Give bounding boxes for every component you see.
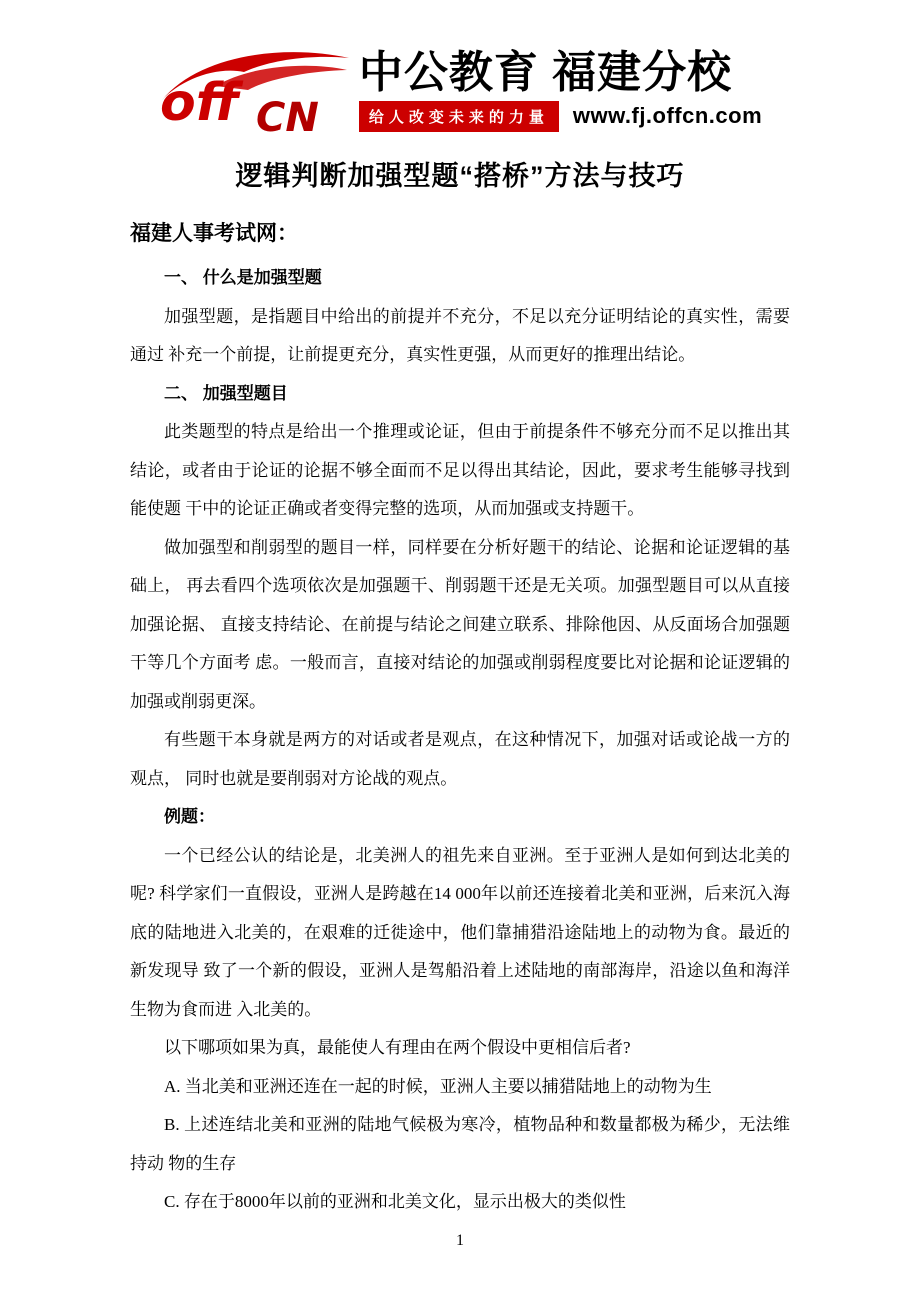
- paragraph-definition: 加强型题，是指题目中给出的前提并不充分，不足以充分证明结论的真实性，需要通过 补充一个前提，让前提更充分，真实性更强，从而更好的推理出结论。: [130, 306, 790, 364]
- section-heading-example: 例题：: [164, 807, 215, 826]
- question-prompt: 以下哪项如果为真，最能使人有理由在两个假设中更相信后者?: [164, 1038, 631, 1057]
- logo-text-cn: CN: [255, 95, 319, 136]
- offcn-logo: [158, 44, 353, 136]
- section-heading-what-is: 一、 什么是加强型题: [164, 268, 322, 287]
- document-title: 逻辑判断加强型题“搭桥”方法与技巧: [235, 161, 685, 191]
- option-b: B. 上述连结北美和亚洲的陆地气候极为寒冷，植物品种和数量都极为稀少，无法维持动 物的生存: [130, 1115, 790, 1173]
- document-header: [0, 0, 920, 136]
- section-heading-question-type: 二、 加强型题目: [164, 383, 288, 403]
- page-number: 1: [456, 1232, 464, 1249]
- option-a: A. 当北美和亚洲还连在一起的时候，亚洲人主要以捕猎陆地上的动物为生: [164, 1076, 712, 1096]
- brand-slogan: 给人改变未来的力量: [359, 101, 559, 132]
- site-label: 福建人事考试网：: [130, 222, 298, 245]
- paragraph-dialogue: 有些题干本身就是两方的对话或者是观点，在这种情况下，加强对话或论战一方的观点， 同时也就是要削弱对方论战的观点。: [130, 730, 790, 788]
- paragraph-characteristics: 此类题型的特点是给出一个推理或论证，但由于前提条件不够充分而不足以推出其结论，或者由于论证的论据不够全面而不足以得出其结论，因此，要求考生能够寻找到能使题 干中的论证正确或者变得完整的选项，从而加强或支持题干。: [130, 422, 790, 518]
- logo-text-off: off: [159, 73, 239, 133]
- paragraph-method: 做加强型和削弱型的题目一样，同样要在分析好题干的结论、论据和论证逻辑的基础上， 再去看四个选项依次是加强题干、削弱题干还是无关项。加强型题目可以从直接加强论据、 直接支持结论、在前提与结论之间建立联系、排除他因、从反面场合加强题干等几个方面考 虑。一般而言，直接对结论的加强或削弱程度要比对论据和论证逻辑的加强或削弱更深。: [130, 537, 790, 711]
- document-body: [130, 259, 790, 1222]
- paragraph-example-stem: 一个已经公认的结论是，北美洲人的祖先来自亚洲。至于亚洲人是如何到达北美的呢? 科学家们一直假设，亚洲人是跨越在14 000年以前还连接着北美和亚洲，后来沉入海底的陆地进入北美的，在艰难的迁徙途中，他们靠捕猎沿途陆地上的动物为食。最近的新发现导 致了一个新的假设，亚洲人是驾船沿着上述陆地的南部海岸，沿途以鱼和海洋生物为食而进 入北美的。: [130, 845, 790, 1019]
- option-c: C. 存在于8000年以前的亚洲和北美文化，显示出极大的类似性: [164, 1192, 626, 1211]
- brand-subrow: [359, 101, 762, 132]
- brand-name: 中公教育 福建分校: [358, 48, 733, 98]
- offcn-logo-graphic: [158, 44, 353, 136]
- brand-block: [359, 48, 762, 131]
- brand-website: www.fj.offcn.com: [572, 103, 763, 129]
